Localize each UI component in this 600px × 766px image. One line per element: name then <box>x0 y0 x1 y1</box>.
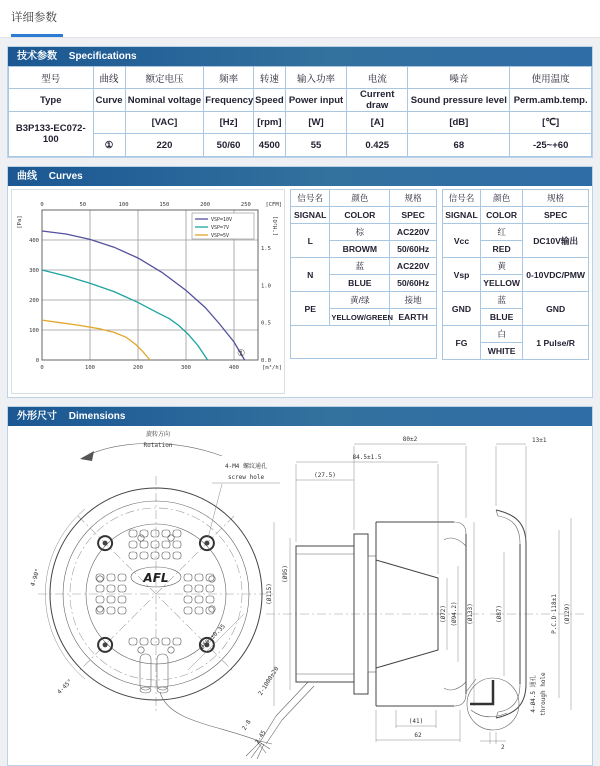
signal-GND-color-zh: 蓝 <box>480 292 522 309</box>
curve-series-0 <box>42 231 245 360</box>
signal-table-filler <box>291 326 437 359</box>
spec-unit-rpm: [rpm] <box>253 112 285 134</box>
grille-slot <box>206 585 214 592</box>
grille-slot <box>129 638 137 645</box>
right-axis-unit: [″H₂O] <box>273 216 279 236</box>
signal-Vsp: Vsp <box>443 258 481 292</box>
dim-d115-label: (Ø115) <box>266 583 273 605</box>
signal-N: N <box>291 258 330 292</box>
grille-slot <box>184 596 192 603</box>
cable-front <box>160 692 256 740</box>
grille-slot <box>107 585 115 592</box>
brand-logo: AFL <box>143 571 169 585</box>
grille-slot <box>140 552 148 559</box>
signal-FG-color-zh: 白 <box>480 326 522 343</box>
signal-L-color-zh: 棕 <box>330 224 390 241</box>
rivet-hole <box>168 647 174 653</box>
dim-d72-label: (Ø72) <box>440 604 447 624</box>
spec-header-noise-zh: 噪音 <box>408 67 510 89</box>
performance-chart <box>11 189 285 394</box>
fan-side-view <box>266 436 484 742</box>
spec-unit-a: [A] <box>347 112 408 134</box>
dimensions-title-zh: 外形尺寸 <box>17 411 57 422</box>
spec-header-temp-zh: 使用温度 <box>510 67 592 89</box>
spec-value-speed: 4500 <box>253 134 285 157</box>
dim-d95-label: (Ø95) <box>282 564 289 584</box>
signal-Vsp-spec: 0-10VDC/PMW <box>523 258 589 292</box>
tab-detail-params[interactable]: 详细参数 <box>11 12 57 24</box>
spec-header-temp-en: Perm.amb.temp. <box>510 89 592 112</box>
spec-header-current-en: Current draw <box>347 89 408 112</box>
top-tab-bar <box>0 0 600 38</box>
signal-L-spec-top: AC220V <box>390 224 437 241</box>
cable-strip-8-label: 2-8 <box>240 718 253 732</box>
sig-r-header-spec-zh: 规格 <box>523 190 589 207</box>
impeller-grille <box>96 530 215 653</box>
rotation-label-en: Rotation <box>143 442 173 449</box>
sig-r-header-signal-zh: 信号名 <box>443 190 481 207</box>
specifications-title-zh: 技术参数 <box>17 51 57 62</box>
grille-slot <box>96 596 104 603</box>
signal-GND-color-en: BLUE <box>480 309 522 326</box>
spec-header-curve-en: Curve <box>93 89 125 112</box>
grille-slot <box>129 552 137 559</box>
dim-845-label: 84.5±1.5 <box>352 454 382 461</box>
spec-value-voltage: 220 <box>125 134 204 157</box>
spec-header-speed-en: Speed <box>253 89 285 112</box>
x-axis-tick: 200 <box>133 365 143 371</box>
right-axis-tick: 0.0 <box>261 358 271 364</box>
signal-FG: FG <box>443 326 481 360</box>
dimensions-header <box>8 407 592 426</box>
spec-curve-unit-empty <box>93 112 125 134</box>
screw-hole-label-zh: 4-M4 螺纹通孔 <box>224 463 268 470</box>
curve-series-2 <box>42 320 150 360</box>
rotation-arrowhead <box>80 451 94 461</box>
spec-value-noise: 68 <box>408 134 510 157</box>
curves-title-zh: 曲线 <box>17 171 37 182</box>
cable-length-label: 2-1000±20 <box>257 665 281 697</box>
signal-Vcc-spec: DC10V输出 <box>523 224 589 258</box>
top-axis-tick: 200 <box>200 202 211 208</box>
x-axis-tick: 0 <box>40 365 44 371</box>
dimension-drawing <box>8 426 592 760</box>
signal-N-color-en: BLUE <box>330 275 390 292</box>
pcd-105-label: Ø105±0.35 <box>198 622 227 651</box>
legend-label: VSP=5V <box>211 233 230 239</box>
grille-slot <box>162 552 170 559</box>
grille-slot <box>184 607 192 614</box>
signal-table-control <box>442 189 589 360</box>
signal-PE-spec-bottom: EARTH <box>390 309 437 326</box>
grille-slot <box>129 541 137 548</box>
y-axis-unit: [Pa] <box>17 215 23 229</box>
sig-r-header-spec-en: SPEC <box>523 207 589 224</box>
spec-header-type-en: Type <box>9 89 94 112</box>
spec-header-frequency-zh: 频率 <box>204 67 254 89</box>
dim-pcd-label: P.C.D 118±1 <box>551 594 558 634</box>
grille-slot <box>107 574 115 581</box>
x-axis-tick: 100 <box>85 365 95 371</box>
right-axis-tick: 1.0 <box>261 283 271 290</box>
rivet-hole <box>168 535 174 541</box>
spec-curve-ref: ① <box>93 134 125 157</box>
curve-annotation: ① <box>237 347 246 358</box>
top-axis-tick: 150 <box>159 202 170 208</box>
curves-section <box>7 166 593 398</box>
cable-strip-45-label: 2-45 <box>253 729 268 746</box>
spec-value-frequency: 50/60 <box>204 134 254 157</box>
grille-slot <box>195 574 203 581</box>
signal-L-color-en: BROWM <box>330 241 390 258</box>
dim-d133-label: (Ø133) <box>467 603 474 625</box>
grille-slot <box>195 596 203 603</box>
curve-series-1 <box>42 270 208 360</box>
grille-slot <box>206 607 214 614</box>
spec-unit-w: [W] <box>285 112 346 134</box>
inlet-ring-view <box>490 437 586 718</box>
rivet-hole <box>138 535 144 541</box>
signal-PE-color-zh: 黄/绿 <box>330 292 390 309</box>
grille-slot <box>151 541 159 548</box>
signal-Vcc-color-zh: 红 <box>480 224 522 241</box>
signal-PE: PE <box>291 292 330 326</box>
signal-PE-color-en: YELLOW/GREEN <box>330 309 390 326</box>
grille-slot <box>140 530 148 537</box>
grille-slot <box>162 541 170 548</box>
dim-41-label: (41) <box>408 718 424 725</box>
legend-label: VSP=10V <box>211 217 233 223</box>
signal-Vsp-color-zh: 黄 <box>480 258 522 275</box>
spec-header-type-zh: 型号 <box>9 67 94 89</box>
spec-table <box>8 66 592 157</box>
screw-hole-center <box>103 642 108 647</box>
sig-l-header-spec-en: SPEC <box>390 207 437 224</box>
signal-Vcc: Vcc <box>443 224 481 258</box>
page-content <box>0 38 600 766</box>
signal-L: L <box>291 224 330 258</box>
grille-slot <box>173 552 181 559</box>
dim-d129-label: (Ø129) <box>564 603 571 625</box>
sig-l-header-color-en: COLOR <box>330 207 390 224</box>
spec-header-power-zh: 输入功率 <box>285 67 346 89</box>
signal-N-color-zh: 蓝 <box>330 258 390 275</box>
signal-Vcc-color-en: RED <box>480 241 522 258</box>
dim-275-label: (27.5) <box>314 472 336 479</box>
grille-slot <box>173 541 181 548</box>
signal-FG-color-en: WHITE <box>480 343 522 360</box>
angle-45-label: 4-45° <box>56 678 74 696</box>
performance-chart-svg <box>12 190 284 388</box>
angle-90-label: 4-90° <box>29 567 42 588</box>
y-axis-tick: 300 <box>29 268 39 274</box>
rivet-hole <box>138 647 144 653</box>
grille-slot <box>96 585 104 592</box>
screw-hole-center <box>204 541 209 546</box>
top-axis-unit: [CFM] <box>265 202 282 208</box>
curves-header <box>8 167 592 186</box>
spec-header-frequency-en: Frequency <box>204 89 254 112</box>
y-axis-tick: 200 <box>29 298 39 304</box>
y-axis-tick: 0 <box>35 358 39 364</box>
specifications-section <box>7 46 593 158</box>
x-axis-tick: 300 <box>181 365 191 371</box>
through-hole-label-en: through hole <box>540 672 547 716</box>
spec-value-current: 0.425 <box>347 134 408 157</box>
screw-hole-center <box>103 541 108 546</box>
curves-title-en: Curves <box>48 171 83 182</box>
signal-table-power <box>290 189 437 359</box>
grille-slot <box>195 607 203 614</box>
spec-unit-temp: [℃] <box>510 112 592 134</box>
spec-header-current-zh: 电流 <box>347 67 408 89</box>
sig-r-header-color-zh: 颜色 <box>480 190 522 207</box>
spec-unit-db: [dB] <box>408 112 510 134</box>
grille-slot <box>151 552 159 559</box>
spec-unit-hz: [Hz] <box>204 112 254 134</box>
grille-slot <box>118 596 126 603</box>
y-axis-tick: 100 <box>29 328 39 334</box>
top-axis-tick: 250 <box>240 202 251 208</box>
grille-slot <box>129 530 137 537</box>
spec-value-temp: -25~+60 <box>510 134 592 157</box>
fan-front-view <box>29 430 280 753</box>
specifications-header <box>8 47 592 66</box>
grille-slot <box>151 638 159 645</box>
spec-header-speed-zh: 转速 <box>253 67 285 89</box>
spec-unit-vac: [VAC] <box>125 112 204 134</box>
grille-slot <box>118 607 126 614</box>
grille-slot <box>195 585 203 592</box>
dim-80-label: 80±2 <box>402 436 418 443</box>
signal-N-spec-top: AC220V <box>390 258 437 275</box>
legend-label: VSP=7V <box>211 225 230 231</box>
right-axis-tick: 1.5 <box>261 245 271 252</box>
spec-header-power-en: Power input <box>285 89 346 112</box>
dim-2-label: 2 <box>501 744 505 751</box>
sig-r-header-signal-en: SIGNAL <box>443 207 481 224</box>
grille-slot <box>173 530 181 537</box>
signal-PE-spec-top: 接地 <box>390 292 437 309</box>
sig-l-header-signal-en: SIGNAL <box>291 207 330 224</box>
grille-slot <box>140 541 148 548</box>
grille-slot <box>151 530 159 537</box>
signal-L-spec-bottom: 50/60Hz <box>390 241 437 258</box>
signal-N-spec-bottom: 50/60Hz <box>390 275 437 292</box>
spec-header-curve-zh: 曲线 <box>93 67 125 89</box>
grille-slot <box>162 638 170 645</box>
grille-slot <box>206 596 214 603</box>
sig-l-header-spec-zh: 规格 <box>390 190 437 207</box>
dim-d87-label: (Ø87) <box>496 604 503 624</box>
spec-header-voltage-en: Nominal voltage <box>125 89 204 112</box>
x-axis-unit: [m³/h] <box>262 365 282 371</box>
grille-slot <box>118 574 126 581</box>
rotation-label-zh: 旋转方向 <box>145 431 171 438</box>
grille-slot <box>140 638 148 645</box>
top-axis-tick: 50 <box>79 202 87 208</box>
signal-Vsp-color-en: YELLOW <box>480 275 522 292</box>
top-axis-tick: 0 <box>40 202 44 208</box>
signal-GND-spec: GND <box>523 292 589 326</box>
y-axis-tick: 400 <box>29 238 39 244</box>
sig-l-header-color-zh: 颜色 <box>330 190 390 207</box>
grille-slot <box>118 585 126 592</box>
dim-d942-label: (Ø94.2) <box>451 601 458 627</box>
dim-13-label: 13±1 <box>532 437 547 444</box>
sig-r-header-color-en: COLOR <box>480 207 522 224</box>
grille-slot <box>206 574 214 581</box>
grille-slot <box>107 607 115 614</box>
grille-slot <box>184 574 192 581</box>
top-axis-tick: 100 <box>118 202 129 208</box>
spec-header-voltage-zh: 额定电压 <box>125 67 204 89</box>
spec-model: B3P133-EC072-100 <box>9 112 94 157</box>
screw-hole-label-en: screw hole <box>227 474 265 481</box>
sig-l-header-signal-zh: 信号名 <box>291 190 330 207</box>
grille-slot <box>107 596 115 603</box>
x-axis-tick: 400 <box>229 365 239 371</box>
grille-slot <box>173 638 181 645</box>
signal-FG-spec: 1 Pulse/R <box>523 326 589 360</box>
tab-active-underline <box>11 34 63 37</box>
specifications-title-en: Specifications <box>68 51 137 62</box>
spec-header-noise-en: Sound pressure level <box>408 89 510 112</box>
dim-62-label: 62 <box>414 732 422 739</box>
right-axis-tick: 0.5 <box>261 320 271 327</box>
cable-side <box>241 665 314 759</box>
through-hole-label-zh: 4-Ø4.5 通孔 <box>530 675 537 713</box>
signal-GND: GND <box>443 292 481 326</box>
dimensions-section <box>7 406 593 766</box>
grille-slot <box>184 585 192 592</box>
dimensions-title-en: Dimensions <box>68 411 126 422</box>
spec-value-power: 55 <box>285 134 346 157</box>
